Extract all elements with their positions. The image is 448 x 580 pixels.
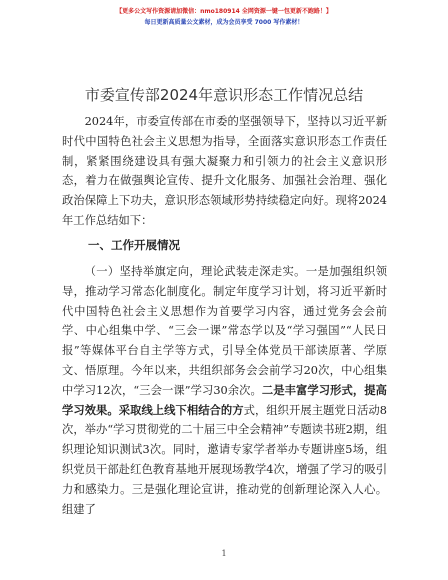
paragraph-text-b: 式，组织开展主题党日活动8次，举办“学习贯彻党的二十届三中全会精神”专题读书班2期，组织理论知识测试3次。同时，邀请专家学者举办专题讲座5场，组织党员干部赴红色教育基地开展现场教学4次，增强了学习的吸引力和感染力。三是强化理论宣讲，推动党的创新理论深入人心。组建了 <box>62 403 387 516</box>
paragraph-bold-text: 二是丰富学习形式，提高学习效果。采取线上线下相结合的方 <box>62 383 387 417</box>
section-paragraph <box>62 262 387 519</box>
page-number: 1 <box>221 549 227 558</box>
section-heading: 一、工作开展情况 <box>88 238 180 252</box>
intro-paragraph: 2024年，市委宣传部在市委的坚强领导下，坚持以习近平新时代中国特色社会主义思想为指导，全面落实意识形态工作责任制，紧紧围绕建设具有强大凝聚力和引领力的社会主义意识形态，着力在做强舆论宣传、提升文化服务、加强社会治理、强化政治保障上下功夫，意识形态领域形势持续稳定向好。现将2024年工作总结如下： <box>62 115 387 227</box>
promo-banner <box>0 6 448 28</box>
promo-banner-line-2: 每日更新高质量公文素材，成为会员享受 7000 写作素材！ <box>144 19 304 26</box>
paragraph-text-a: （一）坚持举旗定向，理论武装走深走实。一是加强组织领导，推动学习常态化制度化。制定年度学习计划，将习近平新时代中国特色社会主义思想作为首要学习内容，通过党务会会前学、中心组集中学、“三会一课”常态学以及“学习强国”“人民日报”等媒体平台自主学等方式，引导全体党员干部读原著、学原文、悟原理。今年以来，共组织部务会会前学习20次，中心组集中学习12次，“三会一课”学习30余次。 <box>62 265 387 397</box>
promo-banner-line-1: 【更多公文写作资源请加微信：nmo180914 全网资源一键一包更新不跑路！】 <box>116 8 332 15</box>
document-title: 市委宣传部2024年意识形态工作情况总结 <box>84 86 364 104</box>
